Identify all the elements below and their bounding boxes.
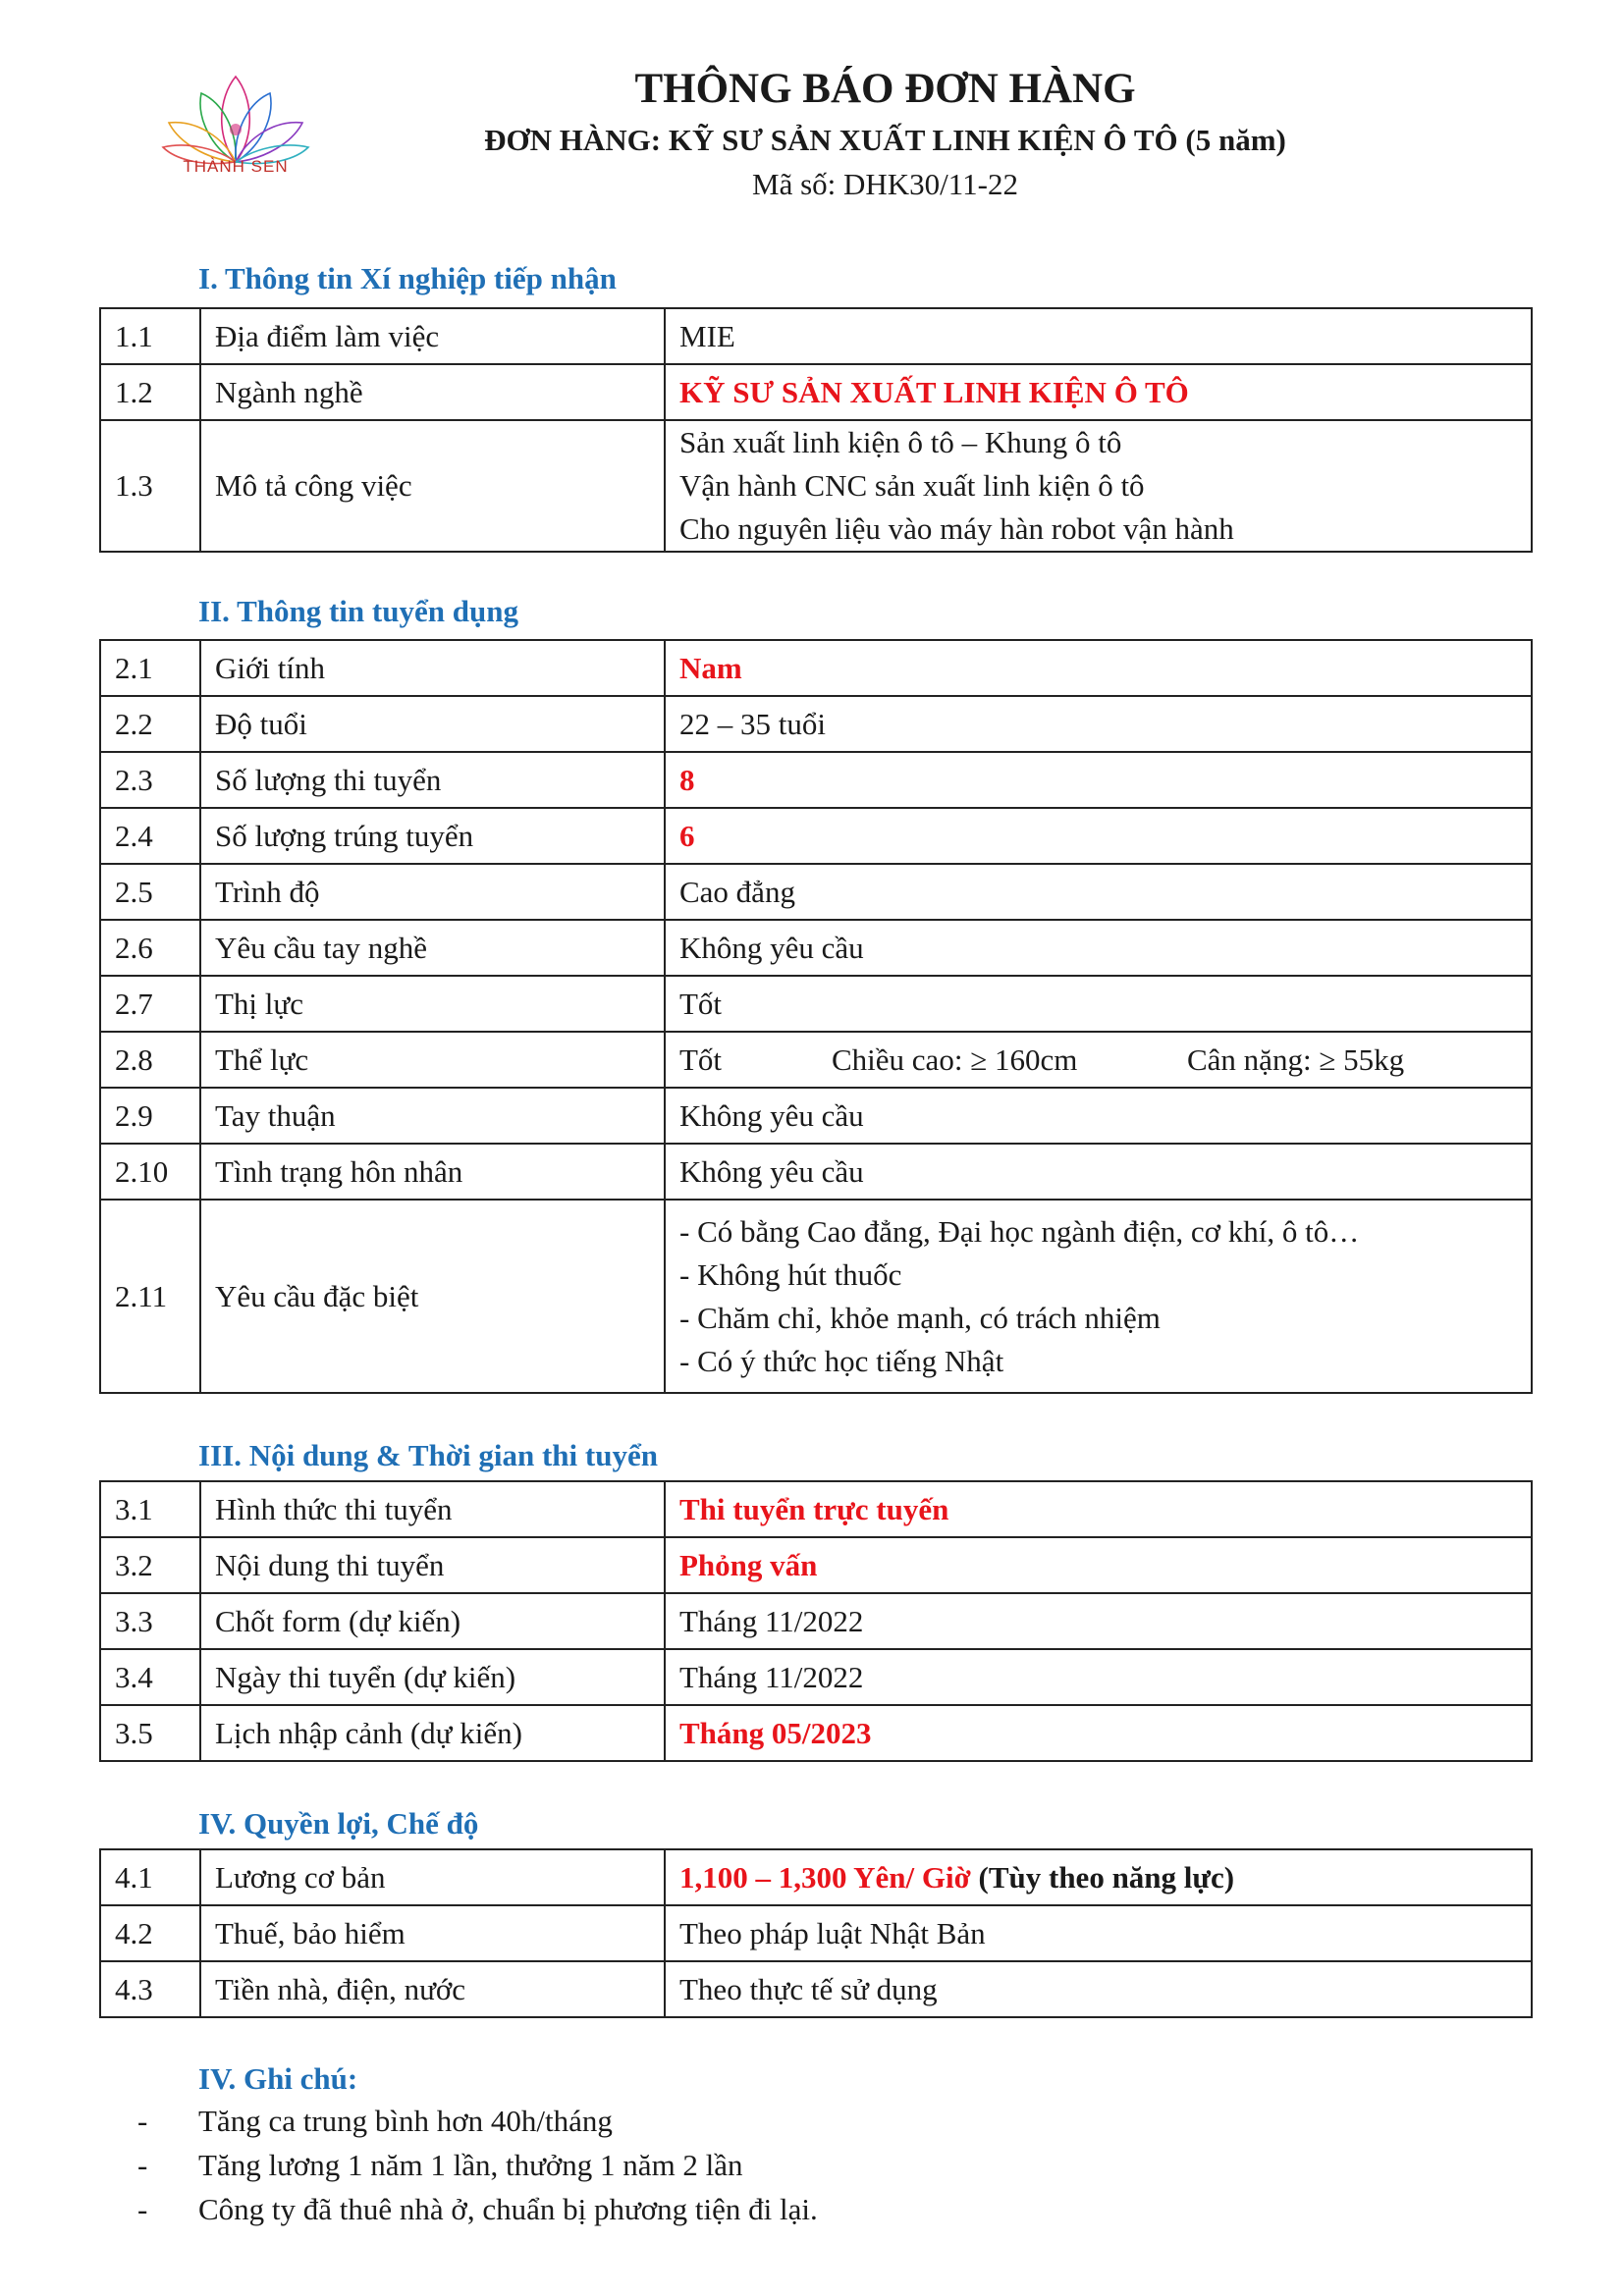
notes-list [137, 2104, 818, 2236]
section-1-title: I. Thông tin Xí nghiệp tiếp nhận [198, 261, 617, 295]
row-number: 4.2 [100, 1905, 200, 1961]
table-row [100, 1849, 1532, 1905]
row-value: Tháng 11/2022 [665, 1593, 1532, 1649]
row-number: 2.1 [100, 640, 200, 696]
row-number: 2.3 [100, 752, 200, 808]
table-row [100, 420, 1532, 552]
table-row [100, 696, 1532, 752]
salary-value: 1,100 – 1,300 Yên/ Giờ [679, 1859, 971, 1895]
section-3-title: III. Nội dung & Thời gian thi tuyển [198, 1438, 658, 1472]
table-row [100, 920, 1532, 976]
row-number: 3.1 [100, 1481, 200, 1537]
row-value: Tháng 11/2022 [665, 1649, 1532, 1705]
row-label: Trình độ [200, 864, 665, 920]
table-row [100, 308, 1532, 364]
row-label: Ngày thi tuyển (dự kiến) [200, 1649, 665, 1705]
section-1-table [99, 307, 1533, 553]
notes-title: IV. Ghi chú: [198, 2061, 358, 2096]
row-label: Lương cơ bản [200, 1849, 665, 1905]
note-text: Tăng lương 1 năm 1 lần, thưởng 1 năm 2 lần [198, 2148, 743, 2182]
row-label: Yêu cầu đặc biệt [200, 1200, 665, 1393]
salary-note: (Tùy theo năng lực) [970, 1859, 1235, 1895]
row-number: 1.3 [100, 420, 200, 552]
table-row [100, 1144, 1532, 1200]
table-row [100, 1200, 1532, 1393]
table-row [100, 1032, 1532, 1088]
row-label: Thể lực [200, 1032, 665, 1088]
table-row [100, 752, 1532, 808]
row-label: Thị lực [200, 976, 665, 1032]
row-value: Tháng 05/2023 [665, 1705, 1532, 1761]
table-row [100, 1537, 1532, 1593]
section-2-title: II. Thông tin tuyển dụng [198, 594, 518, 628]
row-number: 2.5 [100, 864, 200, 920]
row-number: 2.4 [100, 808, 200, 864]
list-item [137, 2148, 818, 2192]
table-row [100, 364, 1532, 420]
row-value: Nam [665, 640, 1532, 696]
table-row [100, 640, 1532, 696]
row-label: Nội dung thi tuyển [200, 1537, 665, 1593]
row-value: Không yêu cầu [665, 1088, 1532, 1144]
row-value: Tốt [679, 1041, 723, 1077]
bullet: - [137, 2148, 148, 2182]
row-number: 3.5 [100, 1705, 200, 1761]
row-label: Lịch nhập cảnh (dự kiến) [200, 1705, 665, 1761]
document-title: THÔNG BÁO ĐƠN HÀNG [634, 66, 1136, 112]
row-value: Theo thực tế sử dụng [665, 1961, 1532, 2017]
table-row [100, 1705, 1532, 1761]
row-label: Ngành nghề [200, 364, 665, 420]
bullet: - [137, 2104, 148, 2138]
row-value: 6 [665, 808, 1532, 864]
row-number: 2.6 [100, 920, 200, 976]
table-row [100, 1961, 1532, 2017]
row-number: 4.3 [100, 1961, 200, 2017]
row-value: Không yêu cầu [665, 1144, 1532, 1200]
job-description-line: Vận hành CNC sản xuất linh kiện ô tô [679, 468, 1145, 503]
table-row [100, 1649, 1532, 1705]
row-value: KỸ SƯ SẢN XUẤT LINH KIỆN Ô TÔ [665, 364, 1532, 420]
row-value-multiline [665, 1200, 1532, 1393]
section-3-table [99, 1480, 1533, 1762]
row-label: Tình trạng hôn nhân [200, 1144, 665, 1200]
row-label: Thuế, bảo hiểm [200, 1905, 665, 1961]
job-description-line: Sản xuất linh kiện ô tô – Khung ô tô [679, 425, 1122, 459]
logo-text: THÀNH SEN [183, 157, 289, 176]
table-row [100, 1593, 1532, 1649]
table-row [100, 864, 1532, 920]
table-row [100, 1088, 1532, 1144]
row-number: 2.10 [100, 1144, 200, 1200]
special-requirement-line: - Có ý thức học tiếng Nhật [679, 1343, 1004, 1378]
row-number: 2.7 [100, 976, 200, 1032]
row-number: 1.1 [100, 308, 200, 364]
salary-cell [665, 1849, 1532, 1905]
special-requirement-line: - Chăm chỉ, khỏe mạnh, có trách nhiệm [679, 1300, 1161, 1335]
row-value: 22 – 35 tuổi [665, 696, 1532, 752]
row-label: Mô tả công việc [200, 420, 665, 552]
row-label: Địa điểm làm việc [200, 308, 665, 364]
row-value: Theo pháp luật Nhật Bản [665, 1905, 1532, 1961]
note-text: Tăng ca trung bình hơn 40h/tháng [198, 2104, 613, 2138]
row-label: Hình thức thi tuyển [200, 1481, 665, 1537]
row-label: Tay thuận [200, 1088, 665, 1144]
row-value: Cao đẳng [665, 864, 1532, 920]
row-label: Chốt form (dự kiến) [200, 1593, 665, 1649]
row-number: 1.2 [100, 364, 200, 420]
special-requirement-line: - Có bằng Cao đẳng, Đại học ngành điện, cơ khí, ô tô… [679, 1213, 1360, 1249]
job-description-line: Cho nguyên liệu vào máy hàn robot vận hành [679, 511, 1234, 546]
special-requirement-line: - Không hút thuốc [679, 1256, 902, 1292]
list-item [137, 2192, 818, 2236]
table-row [100, 1481, 1532, 1537]
row-label: Giới tính [200, 640, 665, 696]
row-value: Thi tuyển trực tuyến [665, 1481, 1532, 1537]
note-text: Công ty đã thuê nhà ở, chuẩn bị phương tiện đi lại. [198, 2192, 818, 2226]
row-number: 4.1 [100, 1849, 200, 1905]
row-number: 2.2 [100, 696, 200, 752]
row-number: 3.2 [100, 1537, 200, 1593]
section-4-table [99, 1848, 1533, 2018]
row-number: 2.11 [100, 1200, 200, 1393]
row-value: Không yêu cầu [665, 920, 1532, 976]
row-label: Độ tuổi [200, 696, 665, 752]
document-subtitle: ĐƠN HÀNG: KỸ SƯ SẢN XUẤT LINH KIỆN Ô TÔ (5 năm) [484, 123, 1286, 157]
row-value: 8 [665, 752, 1532, 808]
physical-requirements-cell [665, 1032, 1532, 1088]
weight-requirement: Cân nặng: ≥ 55kg [1187, 1041, 1405, 1077]
table-row [100, 976, 1532, 1032]
row-value: Phỏng vấn [665, 1537, 1532, 1593]
row-number: 2.9 [100, 1088, 200, 1144]
table-row [100, 808, 1532, 864]
row-label: Tiền nhà, điện, nước [200, 1961, 665, 2017]
row-label: Số lượng trúng tuyển [200, 808, 665, 864]
height-requirement: Chiều cao: ≥ 160cm [832, 1041, 1078, 1077]
row-label: Yêu cầu tay nghề [200, 920, 665, 976]
row-number: 3.3 [100, 1593, 200, 1649]
row-number: 3.4 [100, 1649, 200, 1705]
table-row [100, 1905, 1532, 1961]
bullet: - [137, 2192, 148, 2226]
row-value-multiline [665, 420, 1532, 552]
row-number: 2.8 [100, 1032, 200, 1088]
list-item [137, 2104, 818, 2148]
row-value: MIE [665, 308, 1532, 364]
document-code: Mã số: DHK30/11-22 [752, 167, 1018, 201]
section-2-table [99, 639, 1533, 1394]
row-value: Tốt [665, 976, 1532, 1032]
row-label: Số lượng thi tuyển [200, 752, 665, 808]
section-4-title: IV. Quyền lợi, Chế độ [198, 1806, 479, 1841]
